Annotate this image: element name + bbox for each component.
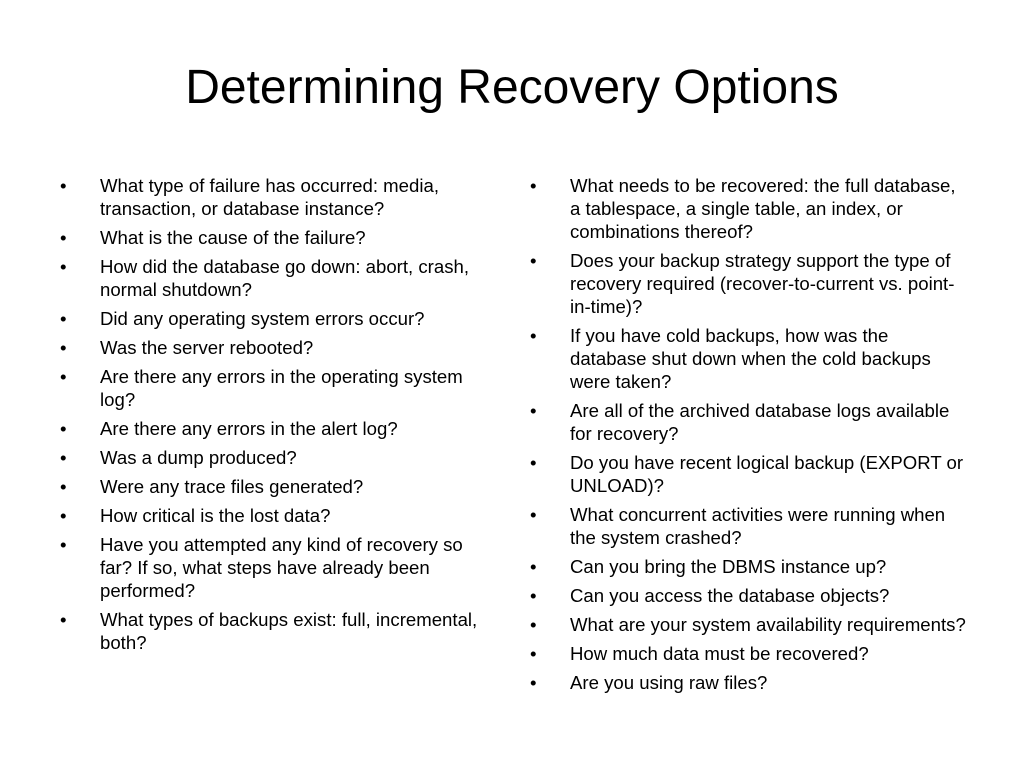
list-item <box>530 503 970 549</box>
bullet-icon: • <box>530 175 537 196</box>
list-item <box>60 226 496 249</box>
list-item <box>60 336 496 359</box>
bullet-icon: • <box>60 447 67 468</box>
bullet-icon: • <box>530 585 537 606</box>
list-item-text: Can you access the database objects? <box>570 585 890 606</box>
bullet-icon: • <box>60 476 67 497</box>
list-item-text: Are you using raw files? <box>570 672 768 693</box>
list-item <box>60 608 496 654</box>
bullet-icon: • <box>530 672 537 693</box>
bullet-icon: • <box>60 337 67 358</box>
list-item <box>60 255 496 301</box>
slide-title: Determining Recovery Options <box>185 61 839 114</box>
list-item-text: Was the server rebooted? <box>100 337 314 358</box>
list-item <box>530 671 970 694</box>
bullet-icon: • <box>60 175 67 196</box>
list-item-text: How did the database go down: abort, crash, normal shutdown? <box>100 256 470 300</box>
list-item-text: What types of backups exist: full, incremental, both? <box>100 609 478 653</box>
list-item-text: Were any trace files generated? <box>100 476 364 497</box>
right-bullet-list <box>530 174 970 700</box>
list-item <box>60 174 496 220</box>
bullet-icon: • <box>530 250 537 271</box>
list-item-text: Did any operating system errors occur? <box>100 308 425 329</box>
list-item-text: Can you bring the DBMS instance up? <box>570 556 887 577</box>
bullet-icon: • <box>60 308 67 329</box>
list-item-text: Was a dump produced? <box>100 447 297 468</box>
list-item <box>530 249 970 318</box>
bullet-icon: • <box>60 366 67 387</box>
list-item <box>60 475 496 498</box>
bullet-icon: • <box>60 227 67 248</box>
bullet-icon: • <box>60 505 67 526</box>
bullet-icon: • <box>60 256 67 277</box>
bullet-icon: • <box>60 418 67 439</box>
list-item-text: What type of failure has occurred: media, transaction, or database instance? <box>100 175 439 219</box>
list-item-text: What are your system availability requirements? <box>570 614 966 635</box>
left-bullet-list <box>60 174 496 660</box>
list-item <box>530 555 970 578</box>
bullet-icon: • <box>530 643 537 664</box>
list-item <box>60 365 496 411</box>
bullet-icon: • <box>530 614 537 635</box>
list-item <box>60 533 496 602</box>
list-item-text: Are all of the archived database logs available for recovery? <box>570 400 950 444</box>
list-item-text: What is the cause of the failure? <box>100 227 366 248</box>
list-item <box>530 613 970 636</box>
list-item <box>530 399 970 445</box>
bullet-icon: • <box>60 534 67 555</box>
list-item <box>60 504 496 527</box>
list-item-text: If you have cold backups, how was the database shut down when the cold backups were taken? <box>570 325 931 392</box>
list-item-text: What needs to be recovered: the full database, a tablespace, a single table, an index, or combinations thereof? <box>570 175 956 242</box>
list-item-text: Do you have recent logical backup (EXPORT or UNLOAD)? <box>570 452 964 496</box>
list-item-text: How much data must be recovered? <box>570 643 869 664</box>
list-item-text: Are there any errors in the operating system log? <box>100 366 463 410</box>
list-item <box>60 446 496 469</box>
list-item <box>60 307 496 330</box>
list-item-text: Have you attempted any kind of recovery so far? If so, what steps have already been performed? <box>100 534 463 601</box>
list-item-text: What concurrent activities were running when the system crashed? <box>570 504 946 548</box>
list-item-text: Does your backup strategy support the type of recovery required (recover-to-current vs. point-in-time)? <box>570 250 955 317</box>
bullet-icon: • <box>530 452 537 473</box>
list-item <box>60 417 496 440</box>
list-item <box>530 584 970 607</box>
list-item-text: Are there any errors in the alert log? <box>100 418 398 439</box>
bullet-icon: • <box>530 325 537 346</box>
bullet-icon: • <box>530 504 537 525</box>
list-item-text: How critical is the lost data? <box>100 505 331 526</box>
list-item <box>530 451 970 497</box>
bullet-icon: • <box>530 556 537 577</box>
list-item <box>530 324 970 393</box>
list-item <box>530 174 970 243</box>
list-item <box>530 642 970 665</box>
bullet-icon: • <box>530 400 537 421</box>
bullet-icon: • <box>60 609 67 630</box>
